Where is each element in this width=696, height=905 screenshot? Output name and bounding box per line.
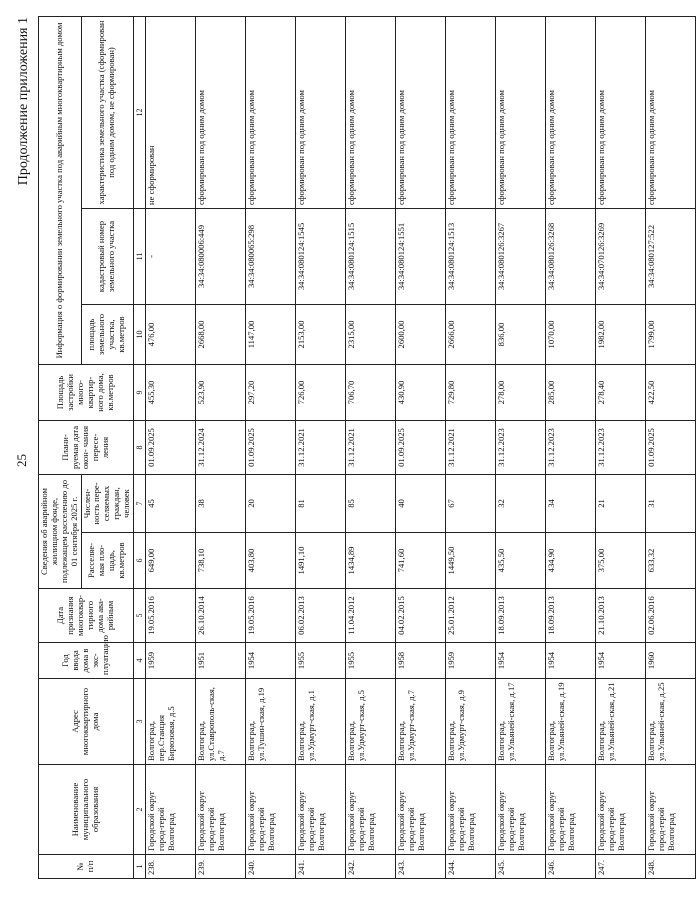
land-area-cell: 1982,00	[595, 304, 645, 364]
recognition-date-cell: 06.02.2013	[295, 589, 345, 643]
row-number: 246.	[545, 855, 595, 879]
header-planned-date: Плани- руемая дата окон- чания пересе- ления	[39, 420, 134, 474]
municipality-cell: Городской округ город-герой Волгоград	[545, 765, 595, 855]
resettle-area-cell: 1449,50	[445, 533, 495, 589]
built-area-cell: 523,90	[195, 364, 245, 420]
column-number: 10	[133, 304, 145, 364]
planned-date-cell: 31.12.2021	[445, 420, 495, 474]
residents-cell: 31	[645, 474, 695, 532]
cadastral-cell: 34:34:080124:1515	[345, 208, 395, 304]
planned-date-cell: 01.09.2025	[245, 420, 295, 474]
address-cell: Волгоград, ул.Удмурт-ская, д.1	[295, 679, 345, 765]
header-built-area: Площадь застройки много- квартир- ного дома, кв.метров	[39, 364, 134, 420]
address-cell: Волгоград, ул.Ставрополь-ская, д.7	[195, 679, 245, 765]
cadastral-cell: 34:34:080127:522	[645, 208, 695, 304]
header-no: № п/п	[39, 855, 134, 879]
cadastral-cell: 34:34:080065:298	[245, 208, 295, 304]
land-area-cell: 476,00	[145, 304, 195, 364]
resettle-area-cell: 1434,89	[345, 533, 395, 589]
header-cadastral: кадастровый номер земельного участка	[81, 208, 133, 304]
built-area-cell: 726,00	[295, 364, 345, 420]
row-number: 243.	[395, 855, 445, 879]
header-emergency-group: Сведения об аварийном жилищном фонде, подлежащем расселению до 01 сентября 2025 г.	[39, 474, 82, 588]
built-area-cell: 706,70	[345, 364, 395, 420]
year-cell: 1954	[595, 643, 645, 679]
column-number-row	[133, 16, 145, 878]
residents-cell: 81	[295, 474, 345, 532]
column-number: 12	[133, 16, 145, 208]
table-row	[495, 16, 545, 878]
recognition-date-cell: 19.05.2016	[145, 589, 195, 643]
row-number: 247.	[595, 855, 645, 879]
built-area-cell: 455,30	[145, 364, 195, 420]
recognition-date-cell: 19.05.2016	[245, 589, 295, 643]
land-char-cell: сформирован под одним домом	[345, 16, 395, 208]
land-area-cell: 2600,00	[395, 304, 445, 364]
address-cell: Волгоград, ул.Ульяней-ская, д.19	[545, 679, 595, 765]
column-number: 9	[133, 364, 145, 420]
column-number: 1	[133, 855, 145, 879]
address-cell: Волгоград, ул.Ульяней-ская, д.21	[595, 679, 645, 765]
resettle-area-cell: 738,10	[195, 533, 245, 589]
emergency-housing-table	[38, 16, 696, 879]
row-number: 248.	[645, 855, 695, 879]
resettle-area-cell: 435,50	[495, 533, 545, 589]
column-number: 11	[133, 208, 145, 304]
cadastral-cell: 34:34:080124:1551	[395, 208, 445, 304]
table-row	[445, 16, 495, 878]
residents-cell: 85	[345, 474, 395, 532]
residents-cell: 20	[245, 474, 295, 532]
recognition-date-cell: 21.10.2013	[595, 589, 645, 643]
municipality-cell: Городской округ город-герой Волгоград	[495, 765, 545, 855]
column-number: 2	[133, 765, 145, 855]
municipality-cell: Городской округ город-герой Волгоград	[145, 765, 195, 855]
land-char-cell: сформирован под одним домом	[295, 16, 345, 208]
table-row	[245, 16, 295, 878]
residents-cell: 45	[145, 474, 195, 532]
table-row	[395, 16, 445, 878]
cadastral-cell: -	[145, 208, 195, 304]
municipality-cell: Городской округ город-герой Волгоград	[595, 765, 645, 855]
address-cell: Волгоград, пер.Станция Бирюзовая, д.5	[145, 679, 195, 765]
land-area-cell: 1147,00	[245, 304, 295, 364]
appendix-label: Продолжение приложения 1	[16, 17, 31, 186]
built-area-cell: 278,00	[495, 364, 545, 420]
row-number: 239.	[195, 855, 245, 879]
land-char-cell: сформирован под одним домом	[595, 16, 645, 208]
header-land-area: площадь земельного участка, кв.метров	[81, 304, 133, 364]
recognition-date-cell: 02.06.2016	[645, 589, 695, 643]
header-land-char: характеристика земельного участка (сформирован под одним домом, не сформирован)	[81, 16, 133, 208]
row-number: 238.	[145, 855, 195, 879]
planned-date-cell: 31.12.2024	[195, 420, 245, 474]
built-area-cell: 278,40	[595, 364, 645, 420]
address-cell: Волгоград, ул.Удмурт-ская, д.5	[345, 679, 395, 765]
year-cell: 1955	[295, 643, 345, 679]
planned-date-cell: 31.12.2021	[295, 420, 345, 474]
land-area-cell: 2315,00	[345, 304, 395, 364]
municipality-cell: Городской округ город-герой Волгоград	[195, 765, 245, 855]
resettle-area-cell: 741,60	[395, 533, 445, 589]
cadastral-cell: 34:34:080124:1545	[295, 208, 345, 304]
address-cell: Волгоград, ул.Тушин-ская, д.19	[245, 679, 295, 765]
recognition-date-cell: 11.04.2012	[345, 589, 395, 643]
header-address: Адрес многоквартирного дома	[39, 679, 134, 765]
year-cell: 1951	[195, 643, 245, 679]
page-number: 25	[14, 454, 29, 467]
municipality-cell: Городской округ город-герой Волгоград	[395, 765, 445, 855]
built-area-cell: 430,90	[395, 364, 445, 420]
land-area-cell: 1070,00	[545, 304, 595, 364]
resettle-area-cell: 649,00	[145, 533, 195, 589]
table-row	[295, 16, 345, 878]
address-cell: Волгоград, ул.Ульяней-ская, д.25	[645, 679, 695, 765]
land-char-cell: сформирован под одним домом	[245, 16, 295, 208]
header-area-resettle: Расселяе- мая пло- щадь, кв.метров	[81, 533, 133, 589]
year-cell: 1954	[495, 643, 545, 679]
land-char-cell: сформирован под одним домом	[495, 16, 545, 208]
resettle-area-cell: 434,90	[545, 533, 595, 589]
land-char-cell: сформирован под одним домом	[445, 16, 495, 208]
cadastral-cell: 34:34:070126:3269	[595, 208, 645, 304]
land-char-cell: сформирован под одним домом	[395, 16, 445, 208]
residents-cell: 32	[495, 474, 545, 532]
recognition-date-cell: 26.10.2014	[195, 589, 245, 643]
residents-cell: 21	[595, 474, 645, 532]
land-area-cell: 2666,00	[445, 304, 495, 364]
residents-cell: 67	[445, 474, 495, 532]
built-area-cell: 297,20	[245, 364, 295, 420]
column-number: 6	[133, 533, 145, 589]
municipality-cell: Городской округ город-герой Волгоград	[295, 765, 345, 855]
year-cell: 1954	[245, 643, 295, 679]
year-cell: 1959	[445, 643, 495, 679]
header-year: Год ввода дома в экс- плуатацию	[39, 643, 134, 679]
municipality-cell: Городской округ город-герой Волгоград	[445, 765, 495, 855]
resettle-area-cell: 633,32	[645, 533, 695, 589]
cadastral-cell: 34:34:080126:3268	[545, 208, 595, 304]
resettle-area-cell: 403,80	[245, 533, 295, 589]
planned-date-cell: 31.12.2021	[345, 420, 395, 474]
header-recognition-date: Дата признания многоквар- тирного дома ава- рийным	[39, 589, 134, 643]
cadastral-cell: 34:34:080124:1513	[445, 208, 495, 304]
land-area-cell: 836,00	[495, 304, 545, 364]
recognition-date-cell: 18.09.2013	[545, 589, 595, 643]
planned-date-cell: 01.09.2025	[395, 420, 445, 474]
residents-cell: 38	[195, 474, 245, 532]
recognition-date-cell: 18.09.2013	[495, 589, 545, 643]
planned-date-cell: 31.12.2023	[495, 420, 545, 474]
municipality-cell: Городской округ город-герой Волгоград	[245, 765, 295, 855]
land-char-cell: сформирован под одним домом	[195, 16, 245, 208]
year-cell: 1954	[545, 643, 595, 679]
column-number: 8	[133, 420, 145, 474]
table-row	[595, 16, 645, 878]
table-row	[545, 16, 595, 878]
rotated-page	[10, 7, 676, 897]
built-area-cell: 422,50	[645, 364, 695, 420]
row-number: 242.	[345, 855, 395, 879]
municipality-cell: Городской округ город-герой Волгоград	[645, 765, 695, 855]
address-cell: Волгоград, ул.Ульяней-ская, д.17	[495, 679, 545, 765]
planned-date-cell: 31.12.2023	[545, 420, 595, 474]
column-number: 7	[133, 474, 145, 532]
land-area-cell: 2153,00	[295, 304, 345, 364]
year-cell: 1960	[645, 643, 695, 679]
planned-date-cell: 31.12.2023	[595, 420, 645, 474]
built-area-cell: 729,80	[445, 364, 495, 420]
land-char-cell: не сформирован	[145, 16, 195, 208]
land-char-cell: сформирован под одним домом	[545, 16, 595, 208]
land-area-cell: 1799,00	[645, 304, 695, 364]
row-number: 241.	[295, 855, 345, 879]
address-cell: Волгоград, ул.Удмурт-ская, д.7	[395, 679, 445, 765]
row-number: 244.	[445, 855, 495, 879]
row-number: 240.	[245, 855, 295, 879]
column-number: 4	[133, 643, 145, 679]
residents-cell: 40	[395, 474, 445, 532]
municipality-cell: Городской округ город-герой Волгоград	[345, 765, 395, 855]
table-row	[345, 16, 395, 878]
header-municipality: Наименование муниципального образования	[39, 765, 134, 855]
table-row	[645, 16, 695, 878]
column-number: 5	[133, 589, 145, 643]
address-cell: Волгоград, ул.Удмурт-ская, д.9	[445, 679, 495, 765]
recognition-date-cell: 04.02.2015	[395, 589, 445, 643]
built-area-cell: 285,00	[545, 364, 595, 420]
row-number: 245.	[495, 855, 545, 879]
planned-date-cell: 01.09.2025	[645, 420, 695, 474]
year-cell: 1958	[395, 643, 445, 679]
header-land-group: Информация о формировании земельного участка под аварийным многоквартирным домом	[39, 16, 82, 364]
year-cell: 1959	[145, 643, 195, 679]
residents-cell: 34	[545, 474, 595, 532]
recognition-date-cell: 25.01.2012	[445, 589, 495, 643]
year-cell: 1955	[345, 643, 395, 679]
table-row	[145, 16, 195, 878]
resettle-area-cell: 375,00	[595, 533, 645, 589]
column-number: 3	[133, 679, 145, 765]
cadastral-cell: 34:34:080006:449	[195, 208, 245, 304]
header-residents: Числен- ность пере- селяемых граждан, человек	[81, 474, 133, 532]
table-row	[195, 16, 245, 878]
resettle-area-cell: 1491,10	[295, 533, 345, 589]
land-char-cell: сформирован под одним домом	[645, 16, 695, 208]
planned-date-cell: 01.09.2025	[145, 420, 195, 474]
land-area-cell: 2668,00	[195, 304, 245, 364]
cadastral-cell: 34:34:080126:3267	[495, 208, 545, 304]
